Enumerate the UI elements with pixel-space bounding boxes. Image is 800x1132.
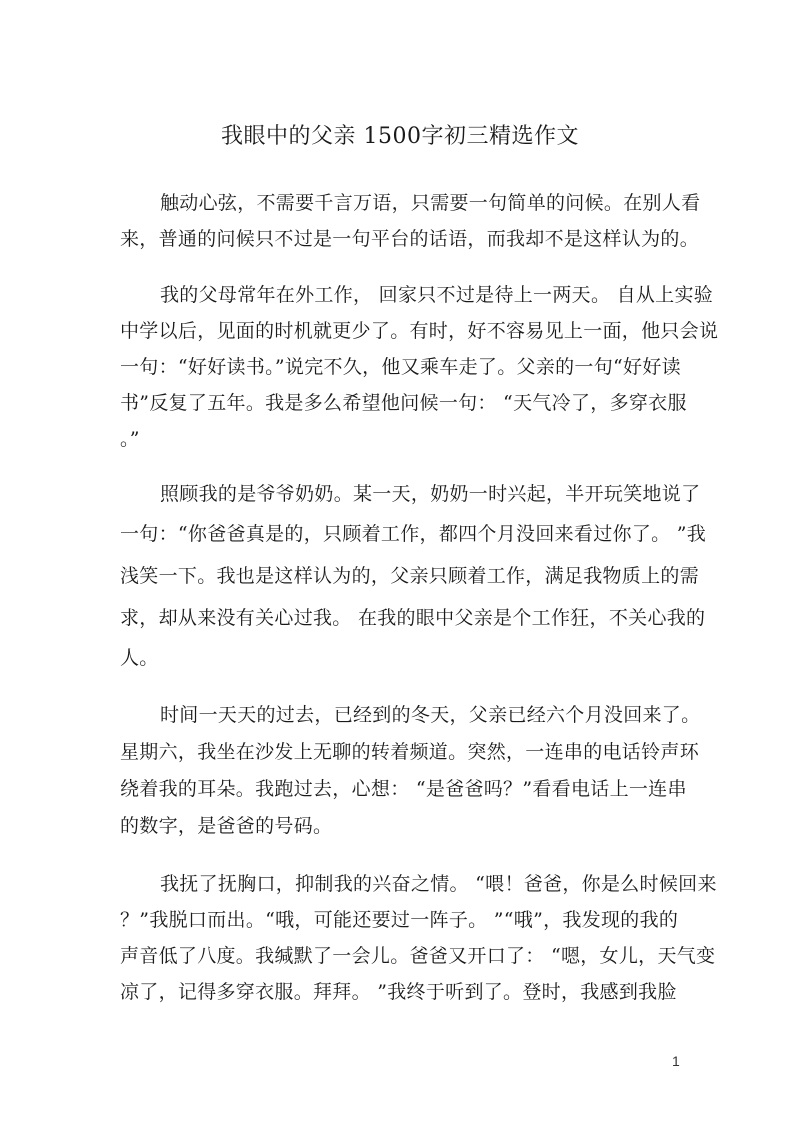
text-line: 绕着我的耳朵。我跑过去，心想： “是爸爸吗？”看看电话上一连串 xyxy=(120,778,687,800)
text-line: 浅笑一下。我也是这样认为的，父亲只顾着工作，满足我物质上的需 xyxy=(120,565,700,587)
text-line: 来，普通的问候只不过是一句平台的话语，而我却不是这样认为的。 xyxy=(120,228,700,250)
text-line: 星期六，我坐在沙发上无聊的转着频道。突然，一连串的电话铃声环 xyxy=(120,741,700,763)
page-number: 1 xyxy=(672,1053,680,1069)
text-line: 凉了，记得多穿衣服。拜拜。 ”我终于听到了。登时，我感到我脸 xyxy=(120,981,677,1003)
text-line: ？”我脱口而出。“哦，可能还要过一阵子。 ”“哦”，我发现的我的 xyxy=(120,909,679,931)
text-line: 一句：“你爸爸真是的，只顾着工作，都四个月没回来看过你了。 ”我 xyxy=(120,523,707,545)
text-line: 人。 xyxy=(120,647,159,669)
text-line: 照顾我的是爷爷奶奶。某一天，奶奶一时兴起，半开玩笑地说了 xyxy=(160,483,701,505)
document-title: 我眼中的父亲 1500字初三精选作文 xyxy=(221,124,579,149)
text-line: 我的父母常年在外工作， 回家只不过是待上一两天。 自从上实验 xyxy=(160,284,714,306)
text-line: 中学以后，见面的时机就更少了。有时，好不容易见上一面，他只会说 xyxy=(120,320,719,342)
text-line: 触动心弦，不需要千言万语，只需要一句简单的问候。在别人看 xyxy=(160,192,701,214)
text-line: 书”反复了五年。我是多么希望他问候一句： “天气冷了，多穿衣服 xyxy=(120,392,687,414)
text-line: 时间一天天的过去，已经到的冬天，父亲已经六个月没回来了。 xyxy=(160,704,701,726)
text-line: 声音低了八度。我缄默了一会儿。爸爸又开口了： “嗯，女儿，天气变 xyxy=(120,945,716,967)
text-line: 。” xyxy=(120,428,140,450)
text-line: 求，却从来没有关心过我。 在我的眼中父亲是个工作狂，不关心我的 xyxy=(120,607,706,629)
text-line: 一句：“好好读书。”说完不久，他又乘车走了。父亲的一句“好好读 xyxy=(120,356,681,378)
text-line: 的数字，是爸爸的号码。 xyxy=(120,815,333,837)
text-line: 我抚了抚胸口，抑制我的兴奋之情。 “喂！爸爸，你是么时候回来 xyxy=(160,873,717,895)
